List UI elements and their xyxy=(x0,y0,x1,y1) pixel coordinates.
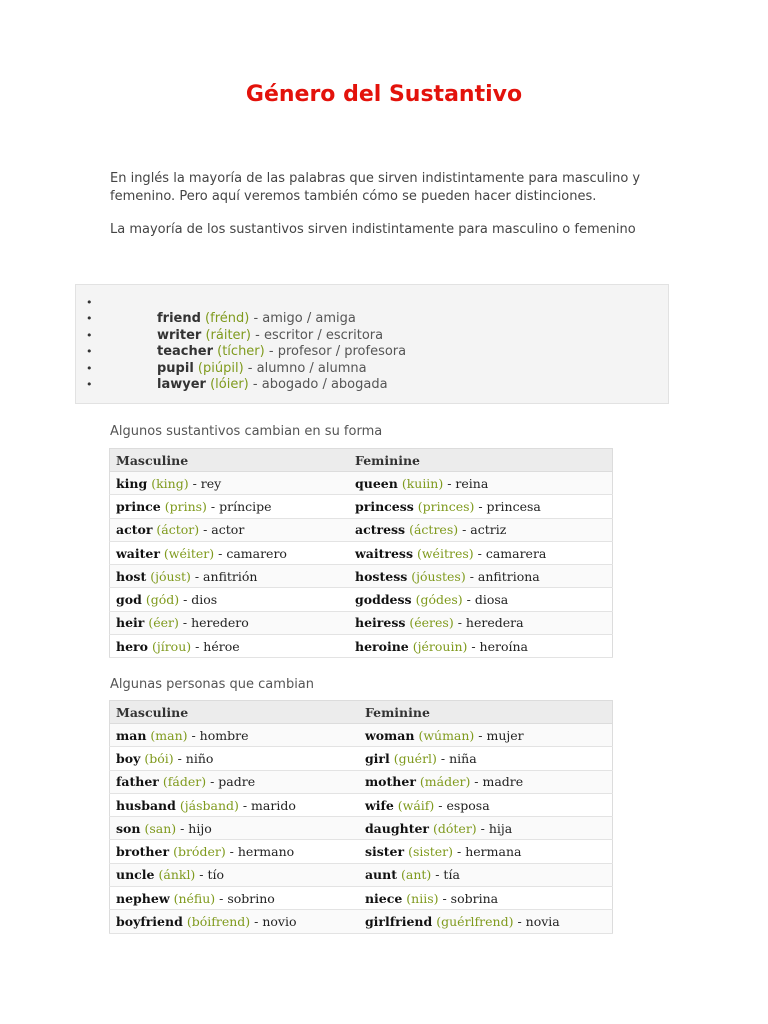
feminine-cell xyxy=(359,910,613,933)
english-word: husband xyxy=(116,797,176,813)
english-word: actor xyxy=(116,522,153,538)
table-row xyxy=(110,635,613,658)
form-change-table xyxy=(109,448,613,658)
pronunciation: (sister) xyxy=(408,844,454,860)
table-row xyxy=(110,611,613,634)
masculine-cell xyxy=(110,495,350,518)
translation: - rey xyxy=(188,475,222,491)
table-row xyxy=(110,863,613,886)
feminine-cell xyxy=(349,518,613,541)
bullet-icon: • xyxy=(86,328,93,342)
list-item xyxy=(76,377,668,393)
pronunciation: (jóust) xyxy=(150,568,191,584)
english-word: heiress xyxy=(355,615,406,631)
translation: - heredero xyxy=(178,615,249,631)
pronunciation: (áctor) xyxy=(156,522,200,538)
intro-paragraph: En inglés la mayoría de las palabras que sirven indistintamente para masculino y femenino. Pero aquí veremos también cómo se pueden hacer distinciones. xyxy=(110,171,641,204)
pronunciation: (wúman) xyxy=(418,727,475,743)
table-row xyxy=(110,887,613,910)
table-row xyxy=(110,472,613,495)
pronunciation: (fáder) xyxy=(162,774,207,790)
pronunciation: (prins) xyxy=(164,498,207,514)
english-word: father xyxy=(116,774,159,790)
table-row xyxy=(110,793,613,816)
pronunciation: (néfiu) xyxy=(173,890,216,906)
english-word: waiter xyxy=(116,545,160,561)
people-table xyxy=(109,700,613,934)
column-header-feminine: Feminine xyxy=(349,449,613,472)
translation: - niño xyxy=(173,750,214,766)
bullet-icon: • xyxy=(86,361,93,375)
translation: - niña xyxy=(436,750,477,766)
pronunciation: (frénd) xyxy=(205,311,250,327)
english-word: mother xyxy=(364,774,416,790)
masculine-cell xyxy=(110,588,350,611)
pronunciation: (guérlfrend) xyxy=(436,914,514,930)
english-word: friend xyxy=(157,311,201,327)
masculine-cell xyxy=(110,793,359,816)
english-word: prince xyxy=(116,498,161,514)
feminine-cell xyxy=(349,611,613,634)
translation: - hombre xyxy=(187,727,249,743)
column-header-feminine: Feminine xyxy=(359,701,613,724)
pronunciation: (éeres) xyxy=(409,615,454,631)
translation: - novio xyxy=(250,914,297,930)
pronunciation: (kuiin) xyxy=(401,475,444,491)
table-row xyxy=(110,565,613,588)
masculine-cell xyxy=(110,541,350,564)
list-item xyxy=(76,295,668,311)
bullet-icon: • xyxy=(86,312,93,326)
feminine-cell xyxy=(359,793,613,816)
translation: - hermana xyxy=(453,844,522,860)
masculine-cell xyxy=(110,817,359,840)
english-word: niece xyxy=(364,890,403,906)
translation: - tío xyxy=(195,867,225,883)
english-word: hostess xyxy=(355,568,408,584)
pronunciation: (ánkl) xyxy=(158,867,196,883)
table-row xyxy=(110,910,613,933)
translation: - esposa xyxy=(434,797,490,813)
column-header-masculine: Masculine xyxy=(110,701,359,724)
pronunciation: (man) xyxy=(150,727,188,743)
masculine-cell xyxy=(110,770,359,793)
masculine-cell xyxy=(110,565,350,588)
list-item-content xyxy=(157,361,367,377)
masculine-cell xyxy=(110,887,359,910)
page-title: Género del Sustantivo xyxy=(245,82,523,107)
translation: - reina xyxy=(443,475,489,491)
english-word: boyfriend xyxy=(116,914,183,930)
feminine-cell xyxy=(349,565,613,588)
list-item xyxy=(76,311,668,327)
english-word: hero xyxy=(116,638,148,654)
list-item xyxy=(76,344,668,360)
common-nouns-list xyxy=(75,284,669,404)
translation: - actriz xyxy=(458,522,507,538)
pronunciation: (gódes) xyxy=(415,592,463,608)
translation: - heroína xyxy=(467,638,529,654)
english-word: aunt xyxy=(364,867,397,883)
feminine-cell xyxy=(349,541,613,564)
table-row xyxy=(110,817,613,840)
table-row xyxy=(110,588,613,611)
masculine-cell xyxy=(110,611,350,634)
bullet-icon: • xyxy=(86,296,93,309)
masculine-cell xyxy=(110,840,359,863)
pronunciation: (guérl) xyxy=(393,750,437,766)
bullet-icon: • xyxy=(86,377,93,391)
translation: - dios xyxy=(179,592,218,608)
english-word: uncle xyxy=(116,867,155,883)
pronunciation: (niis) xyxy=(406,890,439,906)
english-word: sister xyxy=(364,844,405,860)
pronunciation: (jírou) xyxy=(151,638,192,654)
english-word: pupil xyxy=(157,360,194,376)
pronunciation: (jóustes) xyxy=(411,568,466,584)
table1-caption: Algunos sustantivos cambian en su forma xyxy=(110,424,383,439)
column-header-masculine: Masculine xyxy=(110,449,350,472)
bullet-icon: • xyxy=(86,345,93,359)
english-word: writer xyxy=(157,327,202,343)
pronunciation: (jérouin) xyxy=(412,638,468,654)
translation: - marido xyxy=(238,797,296,813)
feminine-cell xyxy=(349,588,613,611)
feminine-cell xyxy=(349,472,613,495)
pronunciation: (bóifrend) xyxy=(186,914,251,930)
pronunciation: (tícher) xyxy=(217,344,265,360)
translation: - actor xyxy=(199,522,245,538)
pronunciation: (jásband) xyxy=(179,797,239,813)
table-header-row xyxy=(110,701,613,724)
translation: - escritor / escritora xyxy=(250,327,384,343)
translation: - profesor / profesora xyxy=(264,344,407,360)
pronunciation: (ant) xyxy=(400,867,432,883)
list-item xyxy=(76,328,668,344)
pronunciation: (éer) xyxy=(148,615,179,631)
english-word: queen xyxy=(355,475,398,491)
masculine-cell xyxy=(110,863,359,886)
pronunciation: (gód) xyxy=(145,592,180,608)
translation: - anfitriona xyxy=(465,568,540,584)
translation: - abogado / abogada xyxy=(248,376,388,392)
translation: - diosa xyxy=(462,592,509,608)
translation: - hermano xyxy=(225,844,295,860)
english-word: heroine xyxy=(355,638,409,654)
masculine-cell xyxy=(110,472,350,495)
english-word: princess xyxy=(355,498,414,514)
list-item-content xyxy=(157,377,388,393)
feminine-cell xyxy=(359,887,613,910)
pronunciation: (dóter) xyxy=(433,820,477,836)
english-word: host xyxy=(116,568,147,584)
english-word: teacher xyxy=(157,344,213,360)
translation: - alumno / alumna xyxy=(243,360,367,376)
translation: - mujer xyxy=(474,727,524,743)
english-word: god xyxy=(116,592,142,608)
translation: - príncipe xyxy=(206,498,272,514)
pronunciation: (wáif) xyxy=(397,797,435,813)
pronunciation: (bróder) xyxy=(173,844,226,860)
english-word: goddess xyxy=(355,592,412,608)
english-word: wife xyxy=(364,797,394,813)
english-word: nephew xyxy=(116,890,170,906)
table-row xyxy=(110,770,613,793)
english-word: woman xyxy=(364,727,415,743)
masculine-cell xyxy=(110,747,359,770)
english-word: heir xyxy=(116,615,145,631)
table-row xyxy=(110,747,613,770)
list-item-content xyxy=(157,311,356,327)
table-row xyxy=(110,541,613,564)
feminine-cell xyxy=(359,724,613,747)
pronunciation: (áctres) xyxy=(409,522,459,538)
feminine-cell xyxy=(359,863,613,886)
list-item-content xyxy=(157,328,383,344)
translation: - camarera xyxy=(473,545,547,561)
english-word: lawyer xyxy=(157,376,206,392)
translation: - sobrina xyxy=(438,890,499,906)
table-row xyxy=(110,495,613,518)
english-word: waitress xyxy=(355,545,413,561)
english-word: boy xyxy=(116,750,141,766)
pronunciation: (bói) xyxy=(144,750,174,766)
english-word: girlfriend xyxy=(364,914,433,930)
pronunciation: (san) xyxy=(144,820,177,836)
translation: - padre xyxy=(206,774,256,790)
table-row xyxy=(110,724,613,747)
feminine-cell xyxy=(359,747,613,770)
translation: - camarero xyxy=(214,545,287,561)
translation: - amigo / amiga xyxy=(249,311,356,327)
translation: - madre xyxy=(470,774,524,790)
table2-caption: Algunas personas que cambian xyxy=(110,677,315,692)
intro-paragraph-2: La mayoría de los sustantivos sirven indistintamente para masculino o femenino xyxy=(110,222,636,237)
pronunciation: (ráiter) xyxy=(205,327,251,343)
translation: - sobrino xyxy=(215,890,275,906)
english-word: man xyxy=(116,727,147,743)
translation: - princesa xyxy=(474,498,541,514)
pronunciation: (wéitres) xyxy=(416,545,474,561)
translation: - hija xyxy=(476,820,513,836)
translation: - hijo xyxy=(176,820,212,836)
feminine-cell xyxy=(359,770,613,793)
feminine-cell xyxy=(359,840,613,863)
translation: - heredera xyxy=(453,615,524,631)
pronunciation: (wéiter) xyxy=(163,545,215,561)
feminine-cell xyxy=(359,817,613,840)
english-word: actress xyxy=(355,522,406,538)
pronunciation: (king) xyxy=(151,475,189,491)
table-header-row xyxy=(110,449,613,472)
masculine-cell xyxy=(110,724,359,747)
english-word: daughter xyxy=(364,820,430,836)
masculine-cell xyxy=(110,635,350,658)
translation: - novia xyxy=(513,914,560,930)
english-word: girl xyxy=(364,750,390,766)
pronunciation: (lóier) xyxy=(210,376,249,392)
masculine-cell xyxy=(110,910,359,933)
feminine-cell xyxy=(349,635,613,658)
english-word: king xyxy=(116,475,148,491)
translation: - héroe xyxy=(191,638,240,654)
translation: - tía xyxy=(431,867,460,883)
pronunciation: (princes) xyxy=(417,498,475,514)
pronunciation: (piúpil) xyxy=(197,360,244,376)
english-word: brother xyxy=(116,844,170,860)
english-word: son xyxy=(116,820,141,836)
list-item xyxy=(76,361,668,377)
feminine-cell xyxy=(349,495,613,518)
table-row xyxy=(110,840,613,863)
pronunciation: (máder) xyxy=(419,774,471,790)
table-row xyxy=(110,518,613,541)
list-item-content xyxy=(157,344,406,360)
translation: - anfitrión xyxy=(190,568,258,584)
masculine-cell xyxy=(110,518,350,541)
